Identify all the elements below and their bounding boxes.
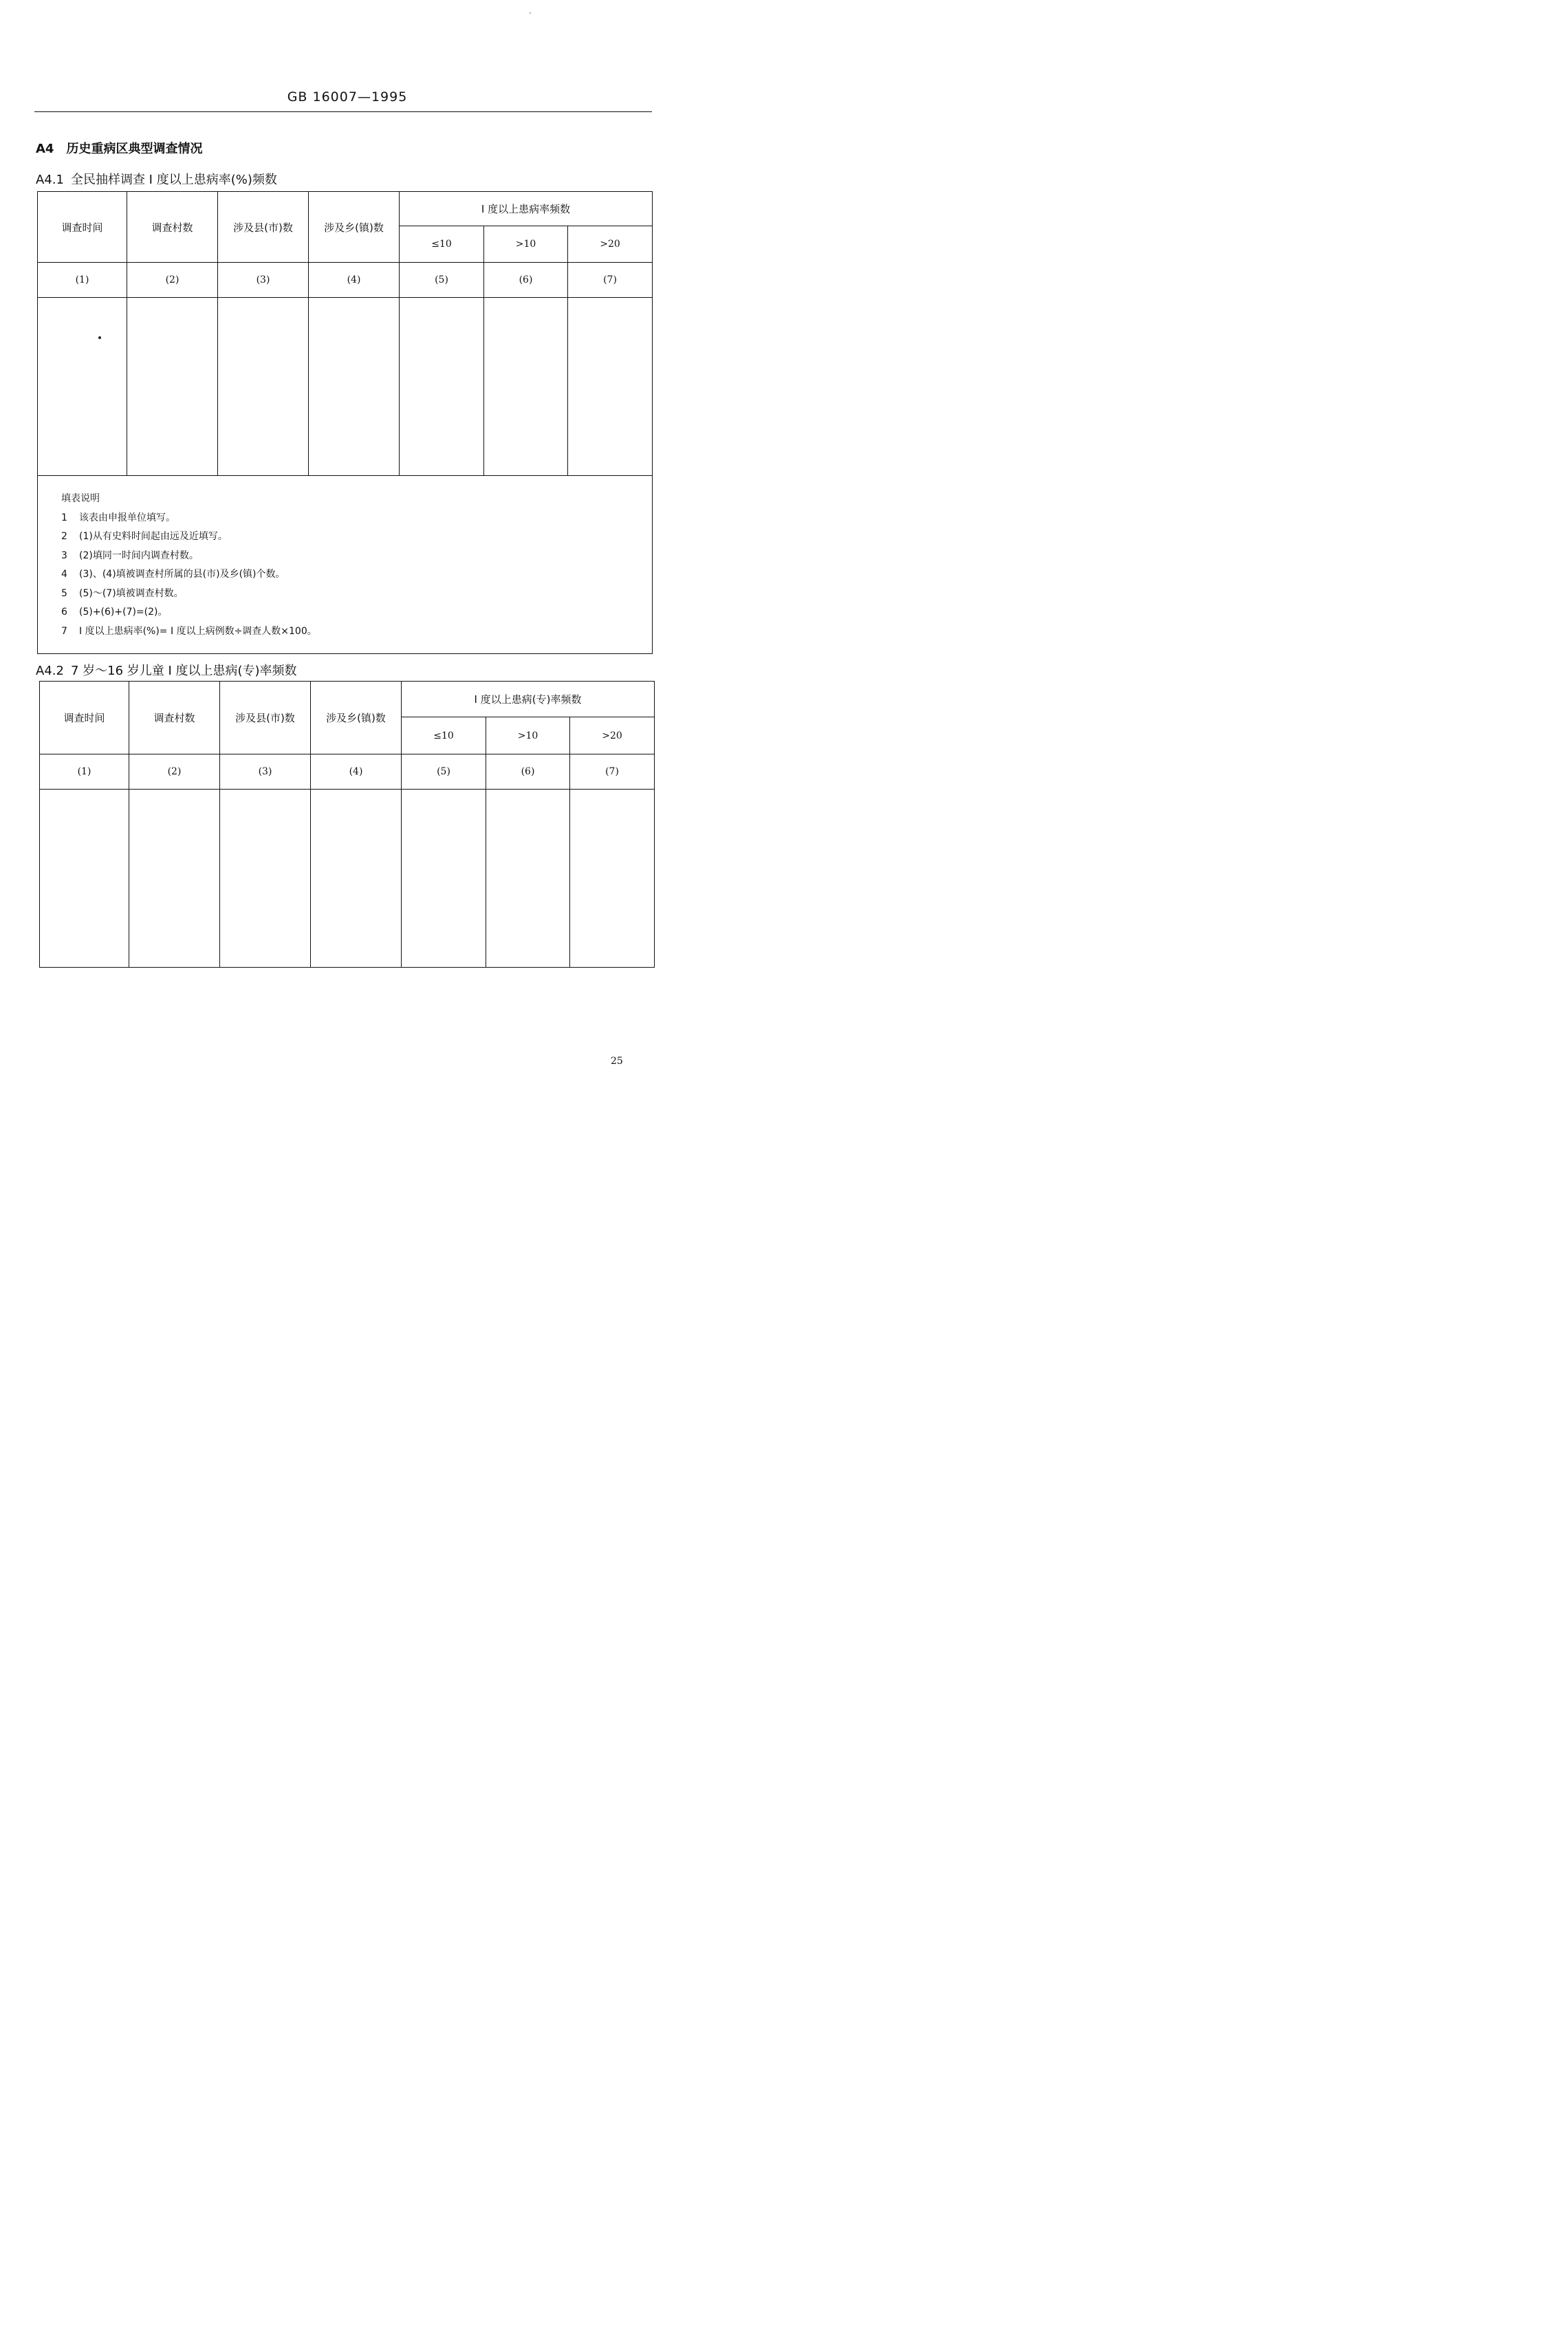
table1-header-villages: 调查村数 bbox=[127, 192, 218, 263]
note-item bbox=[61, 509, 652, 528]
table2-header-gt10: >10 bbox=[486, 717, 570, 754]
table1-header-counties: 涉及县(市)数 bbox=[218, 192, 309, 263]
table1-data-cell[interactable] bbox=[38, 298, 127, 476]
note-text: (5)～(7)填被调查村数。 bbox=[79, 587, 184, 599]
table2-data-cell[interactable] bbox=[402, 790, 486, 968]
table2-colnum: (1) bbox=[40, 754, 129, 790]
table2-header-survey-time: 调查时间 bbox=[40, 682, 129, 754]
table1-caption-text: 全民抽样调查 I 度以上患病率(%)频数 bbox=[70, 173, 277, 187]
table1-data-cell[interactable] bbox=[484, 298, 568, 476]
table1-colnum: (4) bbox=[309, 263, 400, 298]
table2-data-cell[interactable] bbox=[129, 790, 220, 968]
table2-data-cell[interactable] bbox=[486, 790, 570, 968]
table1-data-cell[interactable] bbox=[127, 298, 218, 476]
table2-colnum: (2) bbox=[129, 754, 220, 790]
note-number: 5 bbox=[61, 587, 67, 599]
note-number: 2 bbox=[61, 531, 67, 542]
note-item bbox=[61, 603, 652, 622]
table2-data-cell[interactable] bbox=[40, 790, 129, 968]
note-text: (5)+(6)+(7)=(2)。 bbox=[79, 607, 168, 618]
table2-data-cell[interactable] bbox=[220, 790, 311, 968]
note-text: (2)填同一时间内调查村数。 bbox=[79, 550, 199, 561]
table1-data-cell[interactable] bbox=[309, 298, 400, 476]
table1-header-gt20: >20 bbox=[568, 226, 653, 263]
note-text: I 度以上患病率(%)= I 度以上病例数÷调查人数×100。 bbox=[79, 625, 317, 637]
table2-colnum: (5) bbox=[402, 754, 486, 790]
note-item bbox=[61, 528, 652, 547]
table1-colnum: (5) bbox=[400, 263, 484, 298]
note-item bbox=[61, 622, 652, 642]
note-item bbox=[61, 565, 652, 585]
notes-title: 填表说明 bbox=[61, 493, 100, 504]
note-item bbox=[61, 547, 652, 566]
table1-header-survey-time: 调查时间 bbox=[38, 192, 127, 263]
note-number: 4 bbox=[61, 569, 67, 580]
note-number: 7 bbox=[61, 625, 67, 637]
table2-data-cell[interactable] bbox=[570, 790, 655, 968]
table2-colnum: (4) bbox=[311, 754, 402, 790]
page-number: 25 bbox=[611, 1056, 623, 1067]
table1-caption bbox=[36, 170, 277, 188]
note-text: (1)从有史料时间起由远及近填写。 bbox=[79, 531, 228, 542]
table1-header-townships: 涉及乡(镇)数 bbox=[309, 192, 400, 263]
note-number: 6 bbox=[61, 607, 67, 618]
section-title: A4 历史重病区典型调查情况 bbox=[36, 142, 203, 156]
table1 bbox=[37, 191, 653, 654]
table2-number: A4.2 bbox=[36, 664, 64, 678]
fill-in-instructions bbox=[38, 476, 652, 641]
table2-header-townships: 涉及乡(镇)数 bbox=[311, 682, 402, 754]
note-text: 该表由申报单位填写。 bbox=[79, 512, 175, 523]
table1-data-cell[interactable] bbox=[400, 298, 484, 476]
table1-notes-cell bbox=[38, 476, 653, 654]
table1-header-rate-group: I 度以上患病率频数 bbox=[400, 192, 653, 226]
table2-header-counties: 涉及县(市)数 bbox=[220, 682, 311, 754]
table2-header-gt20: >20 bbox=[570, 717, 655, 754]
table1-colnum: (2) bbox=[127, 263, 218, 298]
table1-number: A4.1 bbox=[36, 173, 64, 187]
note-number: 1 bbox=[61, 512, 67, 523]
table1-header-gt10: >10 bbox=[484, 226, 568, 263]
table2-header-rate-group: I 度以上患病(专)率频数 bbox=[402, 682, 655, 717]
table2-colnum: (3) bbox=[220, 754, 311, 790]
table2-data-cell[interactable] bbox=[311, 790, 402, 968]
scan-speck bbox=[98, 336, 101, 339]
table1-header-le10: ≤10 bbox=[400, 226, 484, 263]
note-item bbox=[61, 585, 652, 604]
table2 bbox=[39, 681, 655, 968]
table2-colnum: (7) bbox=[570, 754, 655, 790]
table1-colnum: (3) bbox=[218, 263, 309, 298]
table2-header-villages: 调查村数 bbox=[129, 682, 220, 754]
table1-data-cell[interactable] bbox=[218, 298, 309, 476]
table2-header-le10: ≤10 bbox=[402, 717, 486, 754]
note-number: 3 bbox=[61, 550, 67, 561]
table1-colnum: (7) bbox=[568, 263, 653, 298]
table2-colnum: (6) bbox=[486, 754, 570, 790]
table1-colnum: (6) bbox=[484, 263, 568, 298]
header-rule bbox=[34, 111, 652, 112]
table2-caption bbox=[36, 661, 297, 679]
scan-speck bbox=[530, 12, 531, 14]
table1-colnum: (1) bbox=[38, 263, 127, 298]
note-text: (3)、(4)填被调查村所属的县(市)及乡(镇)个数。 bbox=[79, 569, 285, 580]
table1-data-cell[interactable] bbox=[568, 298, 653, 476]
table2-caption-text: 7 岁～16 岁儿童 I 度以上患病(专)率频数 bbox=[70, 664, 297, 678]
document-code: GB 16007—1995 bbox=[287, 89, 408, 105]
